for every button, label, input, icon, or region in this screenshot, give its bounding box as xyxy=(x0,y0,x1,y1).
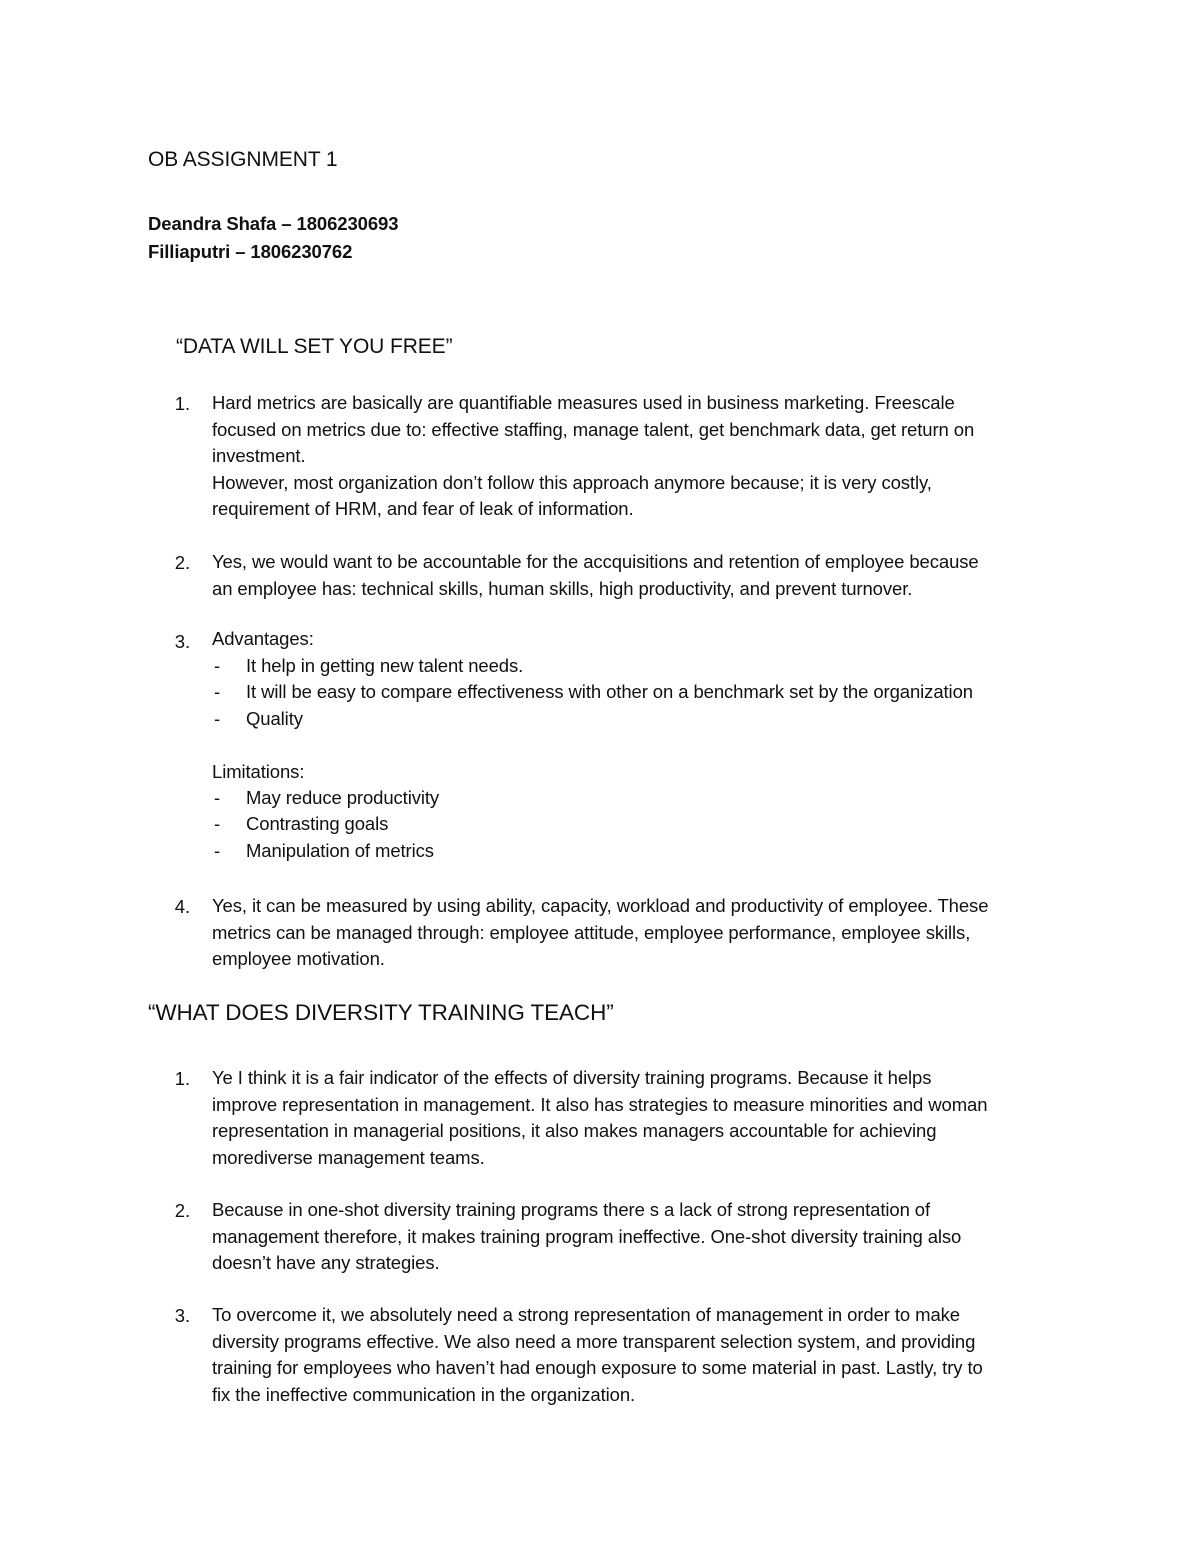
text-line: Yes, we would want to be accountable for the accquisitions and retention of employee because xyxy=(212,551,979,572)
section-2-heading: “WHAT DOES DIVERSITY TRAINING TEACH” xyxy=(148,1000,614,1025)
s1-q3-number: 3. xyxy=(174,631,190,652)
s1-q4-text xyxy=(212,893,988,973)
advantage-item: It help in getting new talent needs. xyxy=(246,655,524,676)
text-line: fix the ineffective communication in the organization. xyxy=(212,1383,636,1405)
s1-q2-number: 2. xyxy=(174,552,190,573)
text-line: morediverse management teams. xyxy=(212,1146,485,1168)
text-line: To overcome it, we absolutely need a strong representation of management in order to make xyxy=(212,1304,960,1325)
s1-q1-number: 1. xyxy=(174,393,190,414)
text-line: representation in managerial positions, it also makes managers accountable for achieving xyxy=(212,1120,937,1141)
bullet-dash: - xyxy=(214,708,221,729)
advantage-item: It will be easy to compare effectiveness with other on a benchmark set by the organization xyxy=(246,681,973,702)
text-line: improve representation in management. It also has strategies to measure minorities and woman xyxy=(212,1093,988,1115)
text-line: requirement of HRM, and fear of leak of information. xyxy=(212,498,634,519)
limitation-item: May reduce productivity xyxy=(246,787,440,808)
s2-q2-number: 2. xyxy=(174,1200,190,1221)
s2-q2-text xyxy=(212,1197,961,1277)
text-line: metrics can be managed through: employee attitude, employee performance, employee skills, xyxy=(212,921,971,943)
s2-q1-text xyxy=(212,1065,987,1171)
advantages-label: Advantages: xyxy=(212,628,314,649)
text-line: However, most organization don’t follow this approach anymore because; it is very costly, xyxy=(212,471,932,493)
advantage-item: Quality xyxy=(246,708,303,729)
text-line: Ye I think it is a fair indicator of the effects of diversity training programs. Because it helps xyxy=(212,1067,932,1088)
s1-q2-text xyxy=(212,549,979,602)
text-line: training for employees who haven’t had enough exposure to some material in past. Lastly, try to xyxy=(212,1357,983,1378)
bullet-dash: - xyxy=(214,681,221,702)
limitation-item: Contrasting goals xyxy=(246,813,389,834)
bullet-dash: - xyxy=(214,813,221,834)
bullet-dash: - xyxy=(214,787,221,808)
s2-q3-number: 3. xyxy=(174,1305,190,1326)
text-line: investment. xyxy=(212,445,306,466)
bullet-dash: - xyxy=(214,840,221,861)
text-line: Because in one-shot diversity training programs there s a lack of strong representation of xyxy=(212,1199,931,1220)
text-line: employee motivation. xyxy=(212,948,385,969)
text-line: an employee has: technical skills, human skills, high productivity, and prevent turnover. xyxy=(212,577,913,599)
s1-q4-number: 4. xyxy=(174,896,190,917)
text-line: management therefore, it makes training program ineffective. One-shot diversity training also xyxy=(212,1225,962,1247)
text-line: Hard metrics are basically are quantifiable measures used in business marketing. Freescale xyxy=(212,392,955,413)
s2-q3-text xyxy=(212,1302,983,1408)
limitations-label: Limitations: xyxy=(212,761,305,782)
bullet-dash: - xyxy=(214,655,221,676)
limitation-item: Manipulation of metrics xyxy=(246,840,434,861)
author-line-2: Filliaputri – 1806230762 xyxy=(148,241,353,262)
s2-q1-number: 1. xyxy=(174,1068,190,1089)
s1-q1-text xyxy=(212,390,974,523)
document-title: OB ASSIGNMENT 1 xyxy=(148,148,338,171)
text-line: diversity programs effective. We also need a more transparent selection system, and providing xyxy=(212,1330,976,1352)
author-line-1: Deandra Shafa – 1806230693 xyxy=(148,213,399,234)
text-line: doesn’t have any strategies. xyxy=(212,1252,440,1273)
section-1-heading: “DATA WILL SET YOU FREE” xyxy=(176,335,453,358)
text-line: focused on metrics due to: effective staffing, manage talent, get benchmark data, get return on xyxy=(212,418,975,440)
text-line: Yes, it can be measured by using ability, capacity, workload and productivity of employee. These xyxy=(212,895,989,916)
